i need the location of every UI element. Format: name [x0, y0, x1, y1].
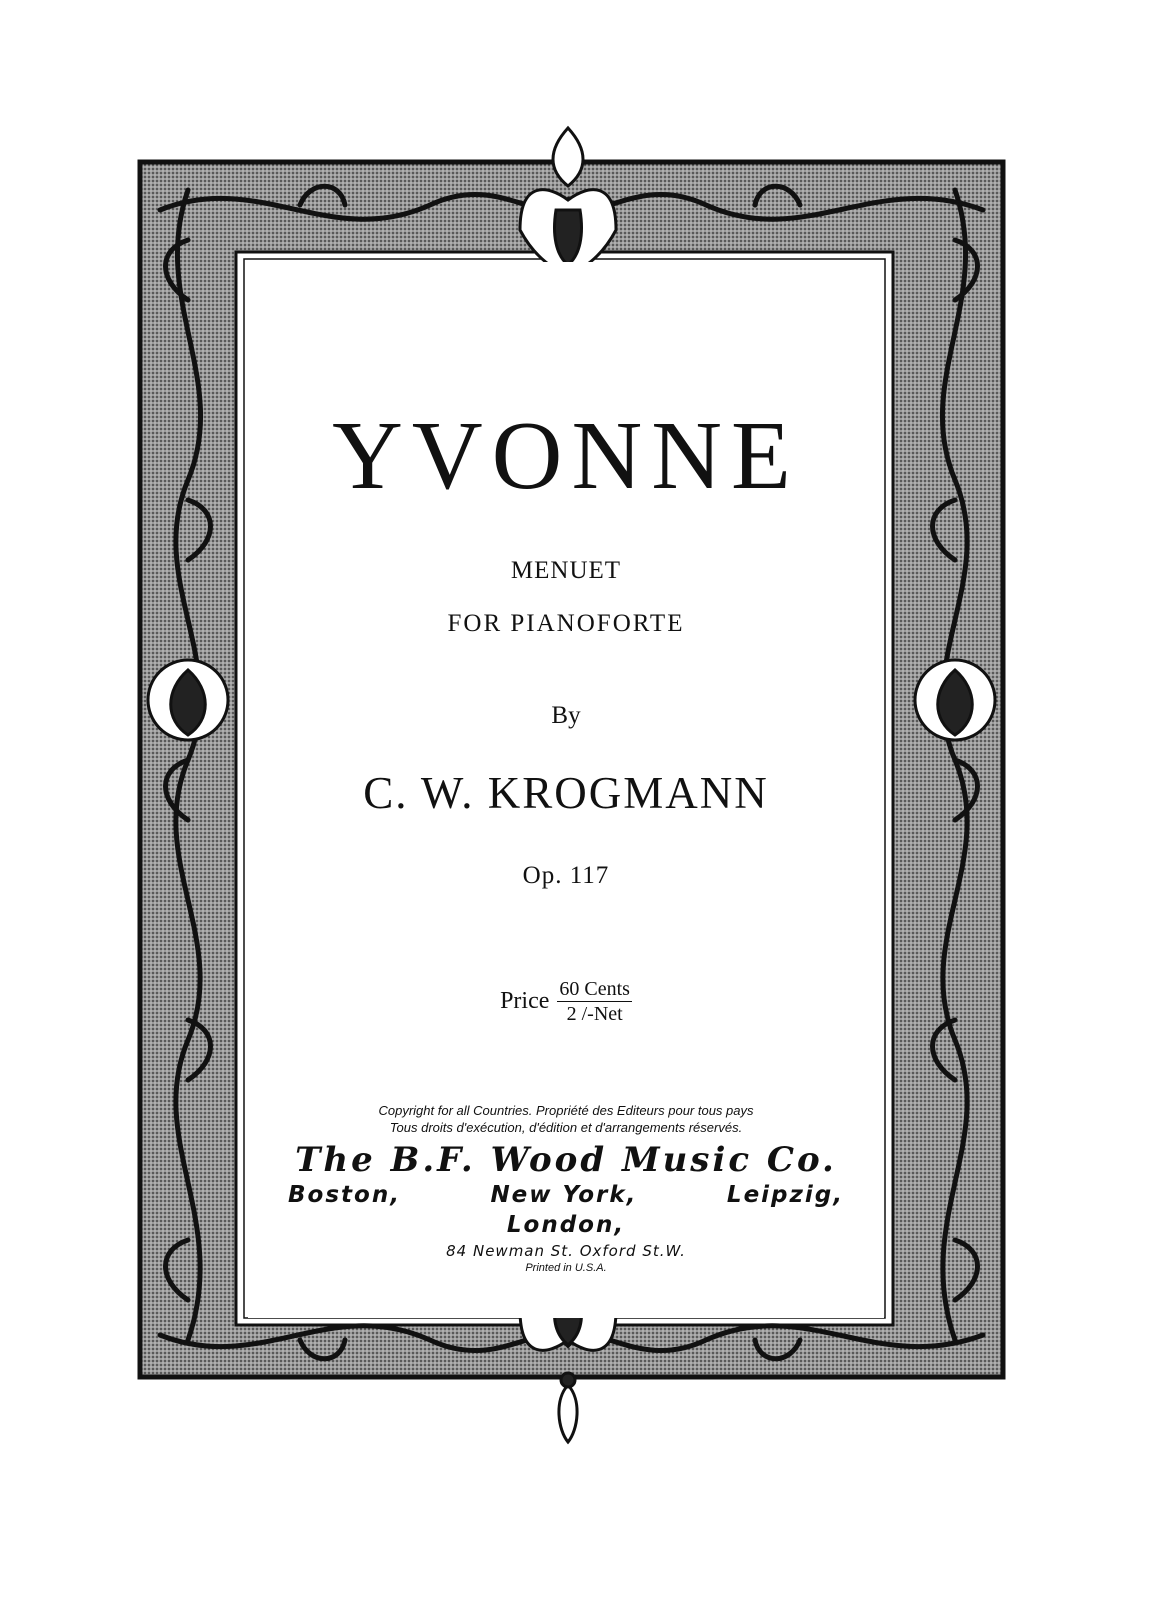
subtitle-genre: MENUET: [510, 557, 622, 584]
price-us: 60 Cents: [559, 978, 630, 1000]
price-fraction: [557, 977, 632, 1026]
left-flower-medallion: [148, 660, 228, 740]
subtitle-instrument: FOR PIANOFORTE: [447, 610, 685, 637]
price-block: [248, 977, 884, 1026]
city-london: London,: [506, 1212, 626, 1238]
city-new-york: New York,: [490, 1182, 638, 1208]
publisher-name: The B.F. Wood Music Co.: [295, 1140, 837, 1180]
city-boston: Boston,: [288, 1182, 401, 1208]
publisher-address: 84 Newman St. Oxford St.W.: [446, 1242, 686, 1260]
opus-number: Op. 117: [522, 862, 610, 889]
price-label: Price: [500, 988, 550, 1014]
publisher-cities: [288, 1182, 844, 1208]
composer-name: C. W. KROGMANN: [363, 768, 769, 818]
rights-notice: Tous droits d'exécution, d'édition et d'arrangements réservés.: [389, 1120, 743, 1135]
by-label: By: [551, 702, 581, 729]
price-uk: 2 /-Net: [566, 1003, 623, 1025]
city-leipzig: Leipzig,: [726, 1182, 844, 1208]
piece-title: YVONNE: [332, 402, 800, 510]
title-panel: [248, 262, 884, 1318]
right-flower-medallion: [915, 660, 995, 740]
copyright-notice: Copyright for all Countries. Propriété des Editeurs pour tous pays: [378, 1103, 754, 1118]
printed-in-note: Printed in U.S.A.: [525, 1262, 607, 1274]
